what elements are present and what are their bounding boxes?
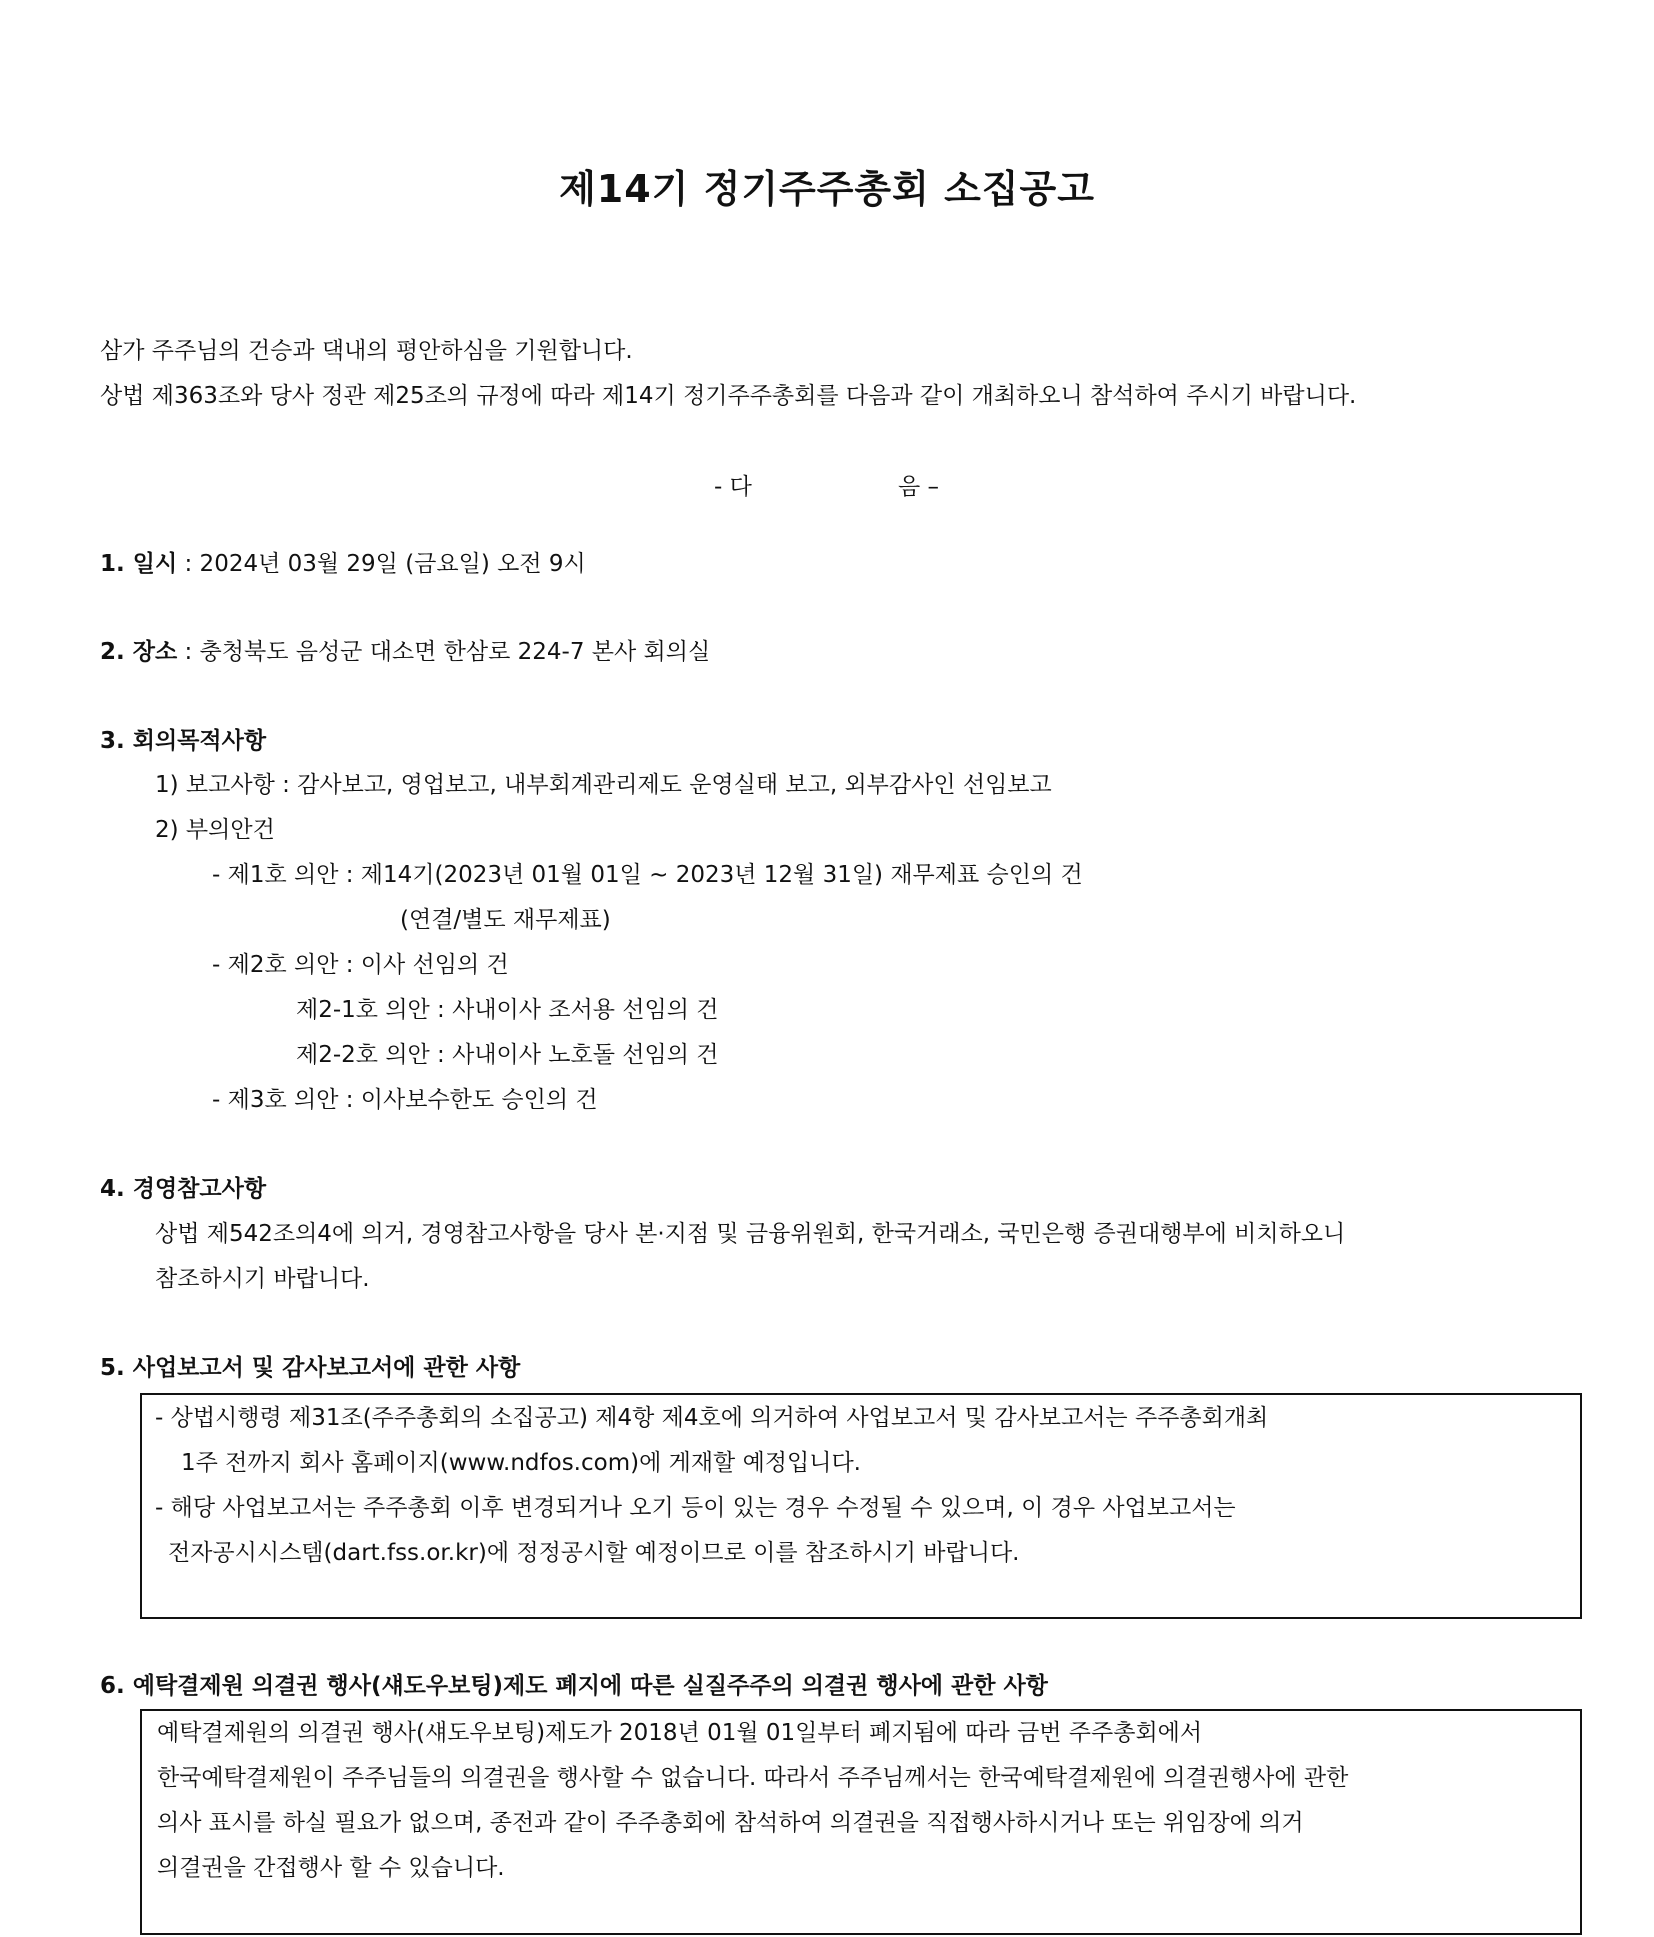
separator-left: - 다 bbox=[714, 474, 752, 500]
section-3-resolution: 2) 부의안건 bbox=[155, 817, 275, 843]
page-title: 제14기 정기주주총회 소집공고 bbox=[559, 167, 1095, 211]
section-6-line-4: 의결권을 간접행사 할 수 있습니다. bbox=[157, 1855, 505, 1881]
section-5-line-3: - 해당 사업보고서는 주주총회 이후 변경되거나 오기 등이 있는 경우 수정될 수 있으며, 이 경우 사업보고서는 bbox=[155, 1495, 1236, 1521]
section-4-line-1: 상법 제542조의4에 의거, 경영참고사항을 당사 본·지점 및 금융위원회, 한국거래소, 국민은행 증권대행부에 비치하오니 bbox=[155, 1221, 1346, 1247]
section-1-datetime bbox=[100, 549, 586, 579]
section-6-heading: 6. 예탁결제원 의결권 행사(섀도우보팅)제도 폐지에 따른 실질주주의 의결권 행사에 관한 사항 bbox=[100, 1673, 1048, 1699]
section-5-line-2: 1주 전까지 회사 홈페이지(www.ndfos.com)에 게재할 예정입니다. bbox=[181, 1450, 861, 1476]
section-3-heading: 3. 회의목적사항 bbox=[100, 728, 267, 754]
section-5-heading: 5. 사업보고서 및 감사보고서에 관한 사항 bbox=[100, 1355, 521, 1381]
section-6-line-1: 예탁결제원의 의결권 행사(섀도우보팅)제도가 2018년 01월 01일부터 폐지됨에 따라 금번 주주총회에서 bbox=[157, 1720, 1203, 1746]
section-2-label: 2. 장소 bbox=[100, 639, 178, 665]
section-2-text: : 충청북도 음성군 대소면 한삼로 224-7 본사 회의실 bbox=[177, 639, 711, 665]
section-1-label: 1. 일시 bbox=[100, 551, 178, 577]
section-5-line-4: 전자공시시스템(dart.fss.or.kr)에 정정공시할 예정이므로 이를 참조하시기 바랍니다. bbox=[168, 1540, 1020, 1566]
greeting-line-2: 상법 제363조와 당사 정관 제25조의 규정에 따라 제14기 정기주주총회를 다음과 같이 개최하오니 참석하여 주시기 바랍니다. bbox=[100, 383, 1357, 409]
greeting-line-1: 삼가 주주님의 건승과 댁내의 평안하심을 기원합니다. bbox=[100, 338, 633, 364]
agenda-item-1-sub: (연결/별도 재무제표) bbox=[400, 907, 611, 933]
section-6-line-3: 의사 표시를 하실 필요가 없으며, 종전과 같이 주주총회에 참석하여 의결권을 직접행사하시거나 또는 위임장에 의거 bbox=[157, 1810, 1304, 1836]
agenda-item-2-2: 제2-2호 의안 : 사내이사 노호돌 선임의 건 bbox=[296, 1042, 719, 1068]
agenda-item-3: - 제3호 의안 : 이사보수한도 승인의 건 bbox=[212, 1087, 598, 1113]
section-2-venue bbox=[100, 637, 710, 667]
agenda-item-1: - 제1호 의안 : 제14기(2023년 01월 01일 ~ 2023년 12월 31일) 재무제표 승인의 건 bbox=[212, 862, 1083, 888]
section-1-text: : 2024년 03월 29일 (금요일) 오전 9시 bbox=[177, 551, 586, 577]
section-4-heading: 4. 경영참고사항 bbox=[100, 1176, 267, 1202]
section-6-line-2: 한국예탁결제원이 주주님들의 의결권을 행사할 수 없습니다. 따라서 주주님께서는 한국예탁결제원에 의결권행사에 관한 bbox=[157, 1765, 1349, 1791]
agenda-item-2: - 제2호 의안 : 이사 선임의 건 bbox=[212, 952, 509, 978]
agenda-item-2-1: 제2-1호 의안 : 사내이사 조서용 선임의 건 bbox=[296, 997, 719, 1023]
section-3-report: 1) 보고사항 : 감사보고, 영업보고, 내부회계관리제도 운영실태 보고, 외부감사인 선임보고 bbox=[155, 772, 1052, 798]
separator-right: 음 – bbox=[898, 474, 940, 500]
section-5-line-1: - 상법시행령 제31조(주주총회의 소집공고) 제4항 제4호에 의거하여 사업보고서 및 감사보고서는 주주총회개최 bbox=[155, 1405, 1269, 1431]
section-4-line-2: 참조하시기 바랍니다. bbox=[155, 1266, 370, 1292]
